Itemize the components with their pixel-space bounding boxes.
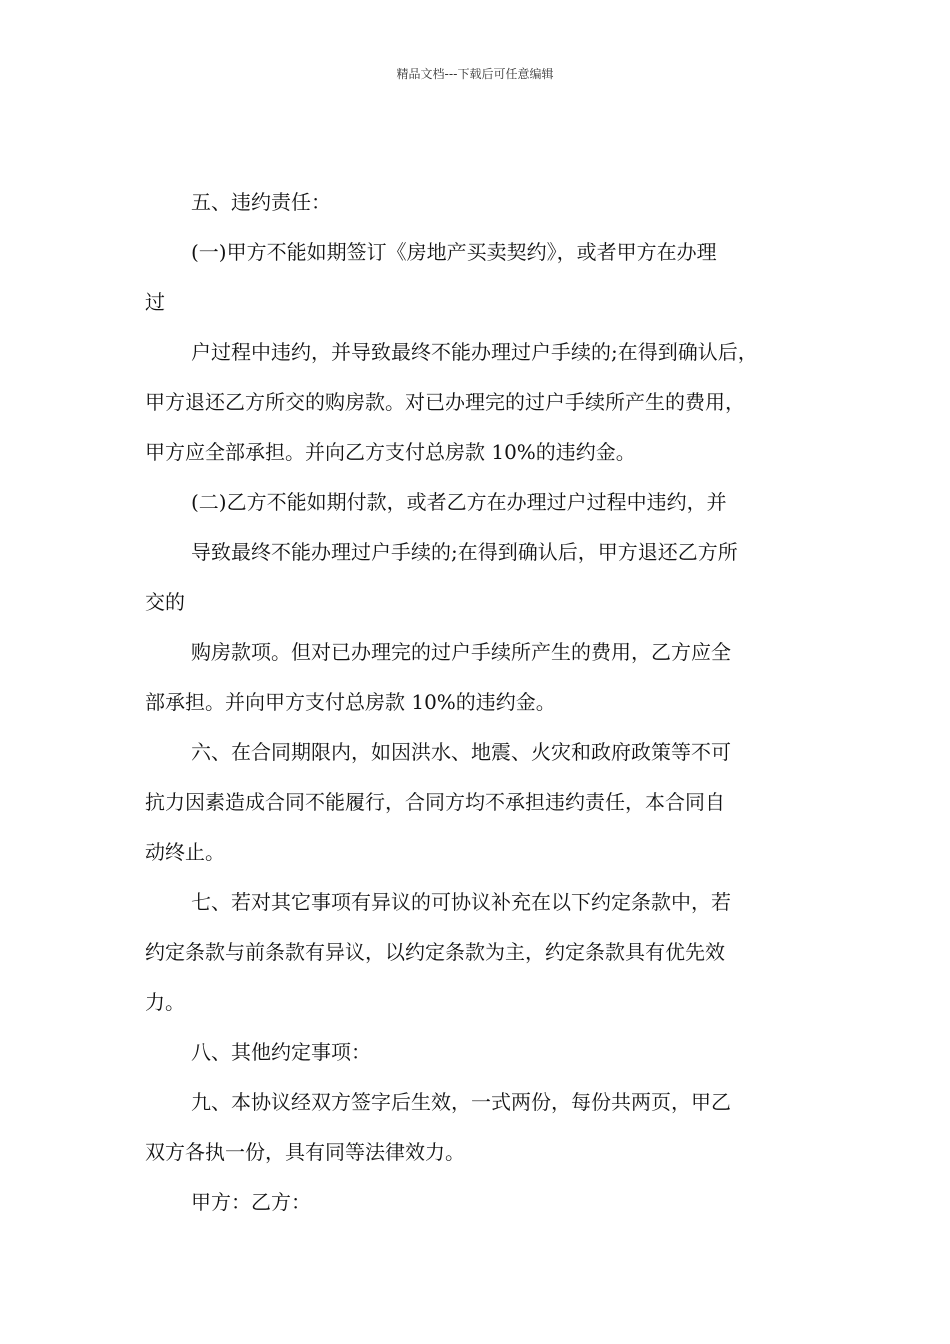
section-5-heading: 五、违约责任：	[191, 190, 331, 214]
section-9-line-2: 双方各执一份，具有同等法律效力。	[145, 1140, 465, 1164]
clause-5-2-line-1: (二)乙方不能如期付款，或者乙方在办理过户过程中违约，并	[191, 490, 727, 514]
section-7-line-1: 七、若对其它事项有异议的可协议补充在以下约定条款中，若	[191, 890, 731, 914]
signature-line: 甲方：乙方：	[191, 1190, 311, 1214]
section-6-line-3: 动终止。	[145, 840, 225, 864]
clause-5-2-line-4: 购房款项。但对已办理完的过户手续所产生的费用，乙方应全	[191, 640, 731, 664]
clause-5-2-line-2: 导致最终不能办理过户手续的;在得到确认后，甲方退还乙方所	[191, 540, 738, 564]
clause-5-1-line-2: 过	[145, 290, 165, 314]
clause-5-2-line-5: 部承担。并向甲方支付总房款 10%的违约金。	[145, 690, 556, 714]
section-7-line-2: 约定条款与前条款有异议，以约定条款为主，约定条款具有优先效	[145, 940, 725, 964]
clause-5-1-line-4: 甲方退还乙方所交的购房款。对已办理完的过户手续所产生的费用，	[145, 390, 745, 414]
section-8-heading: 八、其他约定事项：	[191, 1040, 371, 1064]
clause-5-1-line-5: 甲方应全部承担。并向乙方支付总房款 10%的违约金。	[145, 440, 636, 464]
section-7-line-3: 力。	[145, 990, 185, 1014]
clause-5-1-line-3: 户过程中违约，并导致最终不能办理过户手续的;在得到确认后，	[191, 340, 758, 364]
clause-5-2-line-3: 交的	[145, 590, 185, 614]
section-9-line-1: 九、本协议经双方签字后生效，一式两份，每份共两页，甲乙	[191, 1090, 731, 1114]
section-6-line-1: 六、在合同期限内，如因洪水、地震、火灾和政府政策等不可	[191, 740, 731, 764]
section-6-line-2: 抗力因素造成合同不能履行，合同方均不承担违约责任，本合同自	[145, 790, 725, 814]
clause-5-1-line-1: (一)甲方不能如期签订《房地产买卖契约》，或者甲方在办理	[191, 240, 717, 264]
page-header: 精品文档---下载后可任意编辑	[396, 67, 554, 81]
